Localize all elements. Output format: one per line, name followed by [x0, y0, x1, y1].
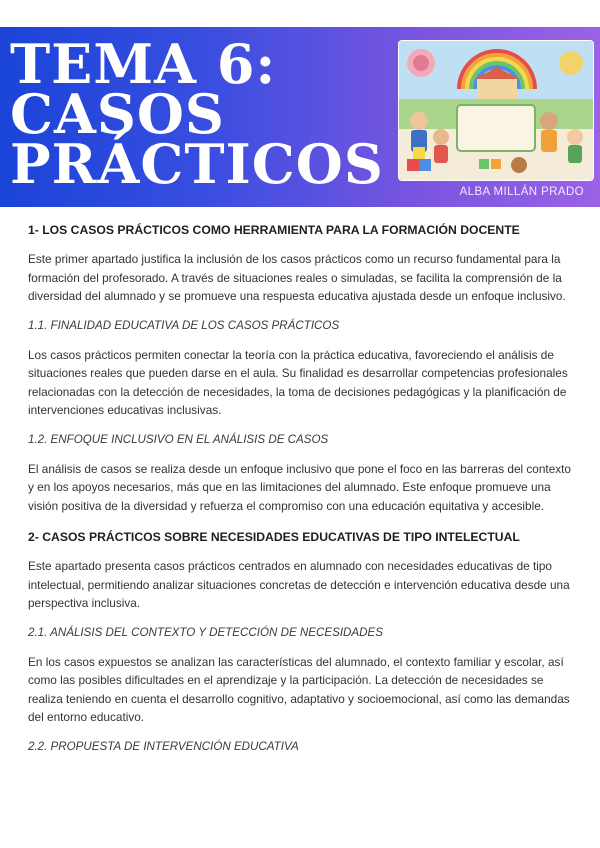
title-line-3: PRÁCTICOS — [10, 132, 384, 196]
subsection-1-2-heading: 1.2. ENFOQUE INCLUSIVO EN EL ANÁLISIS DE CASOS — [28, 432, 329, 446]
illustration-graphic — [399, 41, 593, 180]
header-banner — [0, 27, 600, 207]
subsection-2-1-text: En los casos expuestos se analizan las características del alumnado, el contexto familiar y escolar, así como las posibles dificultades en el aprendizaje y la participación. La detección de necesidades se realiza teniendo en cuenta el desarrollo cognitivo, adaptativo y socioemocional, así como las demandas del entorno educativo. — [28, 654, 570, 724]
subsection-1-1-heading: 1.1. FINALIDAD EDUCATIVA DE LOS CASOS PRÁCTICOS — [28, 318, 340, 332]
section-2-intro: Este apartado presenta casos prácticos centrados en alumnado con necesidades educativas de tipo intelectual, permitiendo analizar situaciones concretas de detección e intervención educativa desde una perspectiva inclusiva. — [28, 559, 570, 610]
author-name: ALBA MILLÁN PRADO — [459, 186, 584, 198]
document-body — [28, 208, 573, 755]
subsection-2-2-heading: 2.2. PROPUESTA DE INTERVENCIÓN EDUCATIVA — [28, 739, 299, 753]
classroom-illustration — [398, 40, 594, 181]
title-line-2: CASOS — [10, 82, 225, 146]
subsection-1-1-text: Los casos prácticos permiten conectar la teoría con la práctica educativa, favoreciendo el análisis de situaciones reales que pueden darse en el aula. Su finalidad es desarrollar competencias profesionales relacionadas con la detección de necesidades, la toma de decisiones pedagógicas y la planificación de intervenciones educativas inclusivas. — [28, 347, 568, 417]
title-line-1: TEMA 6: — [10, 32, 277, 96]
section-2-heading: 2- CASOS PRÁCTICOS SOBRE NECESIDADES EDUCATIVAS DE TIPO INTELECTUAL — [28, 530, 520, 544]
page-title — [10, 32, 384, 196]
section-1-intro: Este primer apartado justifica la inclusión de los casos prácticos como un recurso fundamental para la formación del profesorado. A través de situaciones reales o simuladas, se facilita la comprensión de la diversidad del alumnado y se promueve una respuesta educativa ajustada desde un enfoque inclusivo. — [28, 252, 566, 303]
subsection-2-1-heading: 2.1. ANÁLISIS DEL CONTEXTO Y DETECCIÓN DE NECESIDADES — [28, 625, 384, 639]
section-1-heading: 1- LOS CASOS PRÁCTICOS COMO HERRAMIENTA PARA LA FORMACIÓN DOCENTE — [28, 223, 520, 237]
subsection-1-2-text: El análisis de casos se realiza desde un enfoque inclusivo que pone el foco en las barreras del contexto y en los apoyos necesarios, más que en las limitaciones del alumnado. Este enfoque promueve una visión positiva de la diversidad y refuerza el compromiso con una educación equitativa y accesible. — [28, 461, 571, 513]
